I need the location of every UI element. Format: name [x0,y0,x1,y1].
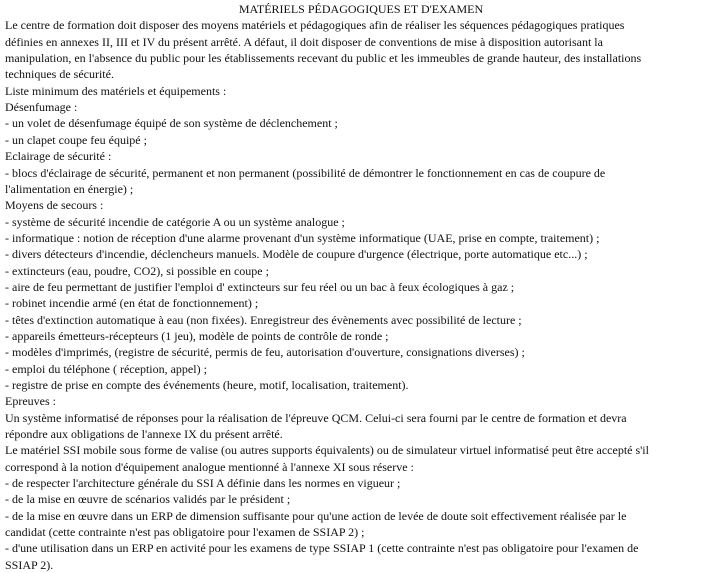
document-page [5,1,717,573]
text-line: répondre aux obligations de l'annexe IX du présent arrêté. [5,427,283,441]
text-line: - informatique : notion de réception d'une alarme provenant d'un système informatique (UAE, prise en compte, traitement) ; [5,230,600,245]
text-line: Le centre de formation doit disposer des moyens matériels et pédagogiques afin de réaliser les séquences pédagogiques pratiques [5,18,625,33]
text-line: - de la mise en œuvre de scénarios validés par le président ; [5,492,291,507]
document-body [5,17,717,573]
text-line: - têtes d'extinction automatique à eau (non fixées). Enregistreur des évènements avec possibilité de lecture ; [5,312,522,327]
text-line: correspond à la notion d'équipement analogue mentionné à l'annexe XI sous réserve : [5,459,414,474]
text-line: Liste minimum des matériels et équipements : [5,83,227,98]
text-line: - divers détecteurs d'incendie, déclencheurs manuels. Modèle de coupure d'urgence (électrique, porte automatique etc...) ; [5,247,588,262]
text-line: Epreuves : [5,394,56,409]
text-line: - d'une utilisation dans un ERP en activité pour les examens de type SSIAP 1 (cette contrainte n'est pas obligatoire pour l'examen de [5,541,639,556]
text-line: - blocs d'éclairage de sécurité, permanent et non permanent (possibilité de démontrer le fonctionnement en cas de coupure de [5,165,606,180]
text-line: SSIAP 2). [5,557,54,572]
text-line: - un clapet coupe feu équipé ; [5,132,147,147]
text-line: l'alimentation en énergie) ; [5,181,134,196]
text-line: techniques de sécurité. [5,67,114,82]
text-line: - aire de feu permettant de justifier l'emploi d' extincteurs sur feu réel ou un bac à feux écologiques à gaz ; [5,279,515,294]
page-title: MATÉRIELS PÉDAGOGIQUES ET D'EXAMEN [238,2,484,16]
text-line: manipulation, en l'absence du public pour les établissements recevant du public et les immeubles de grande hauteur, des installations [5,51,642,66]
text-line: Le matériel SSI mobile sous forme de valise (ou autres supports équivalents) ou de simulateur virtuel informatisé peut être accepté s'il [5,443,649,458]
text-line: - de respecter l'architecture générale du SSI A définie dans les normes en vigueur ; [5,476,401,491]
text-line: - modèles d'imprimés, (registre de sécurité, permis de feu, autorisation d'ouverture, consignations diverses) ; [5,345,525,360]
text-line: - de la mise en œuvre dans un ERP de dimension suffisante pour qu'une action de levée de doute soit effectivement réalisée par le [5,508,627,523]
text-line: Eclairage de sécurité : [5,149,112,164]
text-line: - appareils émetteurs-récepteurs (1 jeu), modèle de points de contrôle de ronde ; [5,328,389,343]
text-line: candidat (cette contrainte n'est pas obligatoire pour l'examen de SSIAP 2) ; [5,525,365,540]
text-line: - système de sécurité incendie de catégorie A ou un système analogue ; [5,214,345,229]
text-line: - extincteurs (eau, poudre, CO2), si possible en coupe ; [5,263,269,278]
text-line: définies en annexes II, III et IV du présent arrêté. A défaut, il doit disposer de conventions de mise à disposition autorisant la [5,34,603,49]
text-line: - robinet incendie armé (en état de fonctionnement) ; [5,296,259,311]
text-line: Désenfumage : [5,100,78,115]
text-line: - emploi du téléphone ( réception, appel) ; [5,361,207,376]
text-line: - un volet de désenfumage équipé de son système de déclenchement ; [5,116,338,131]
text-line: Moyens de secours : [5,198,104,213]
text-line: - registre de prise en compte des événements (heure, motif, localisation, traitement). [5,377,409,392]
text-line: Un système informatisé de réponses pour la réalisation de l'épreuve QCM. Celui-ci sera fourni par le centre de formation et devra [5,410,627,425]
